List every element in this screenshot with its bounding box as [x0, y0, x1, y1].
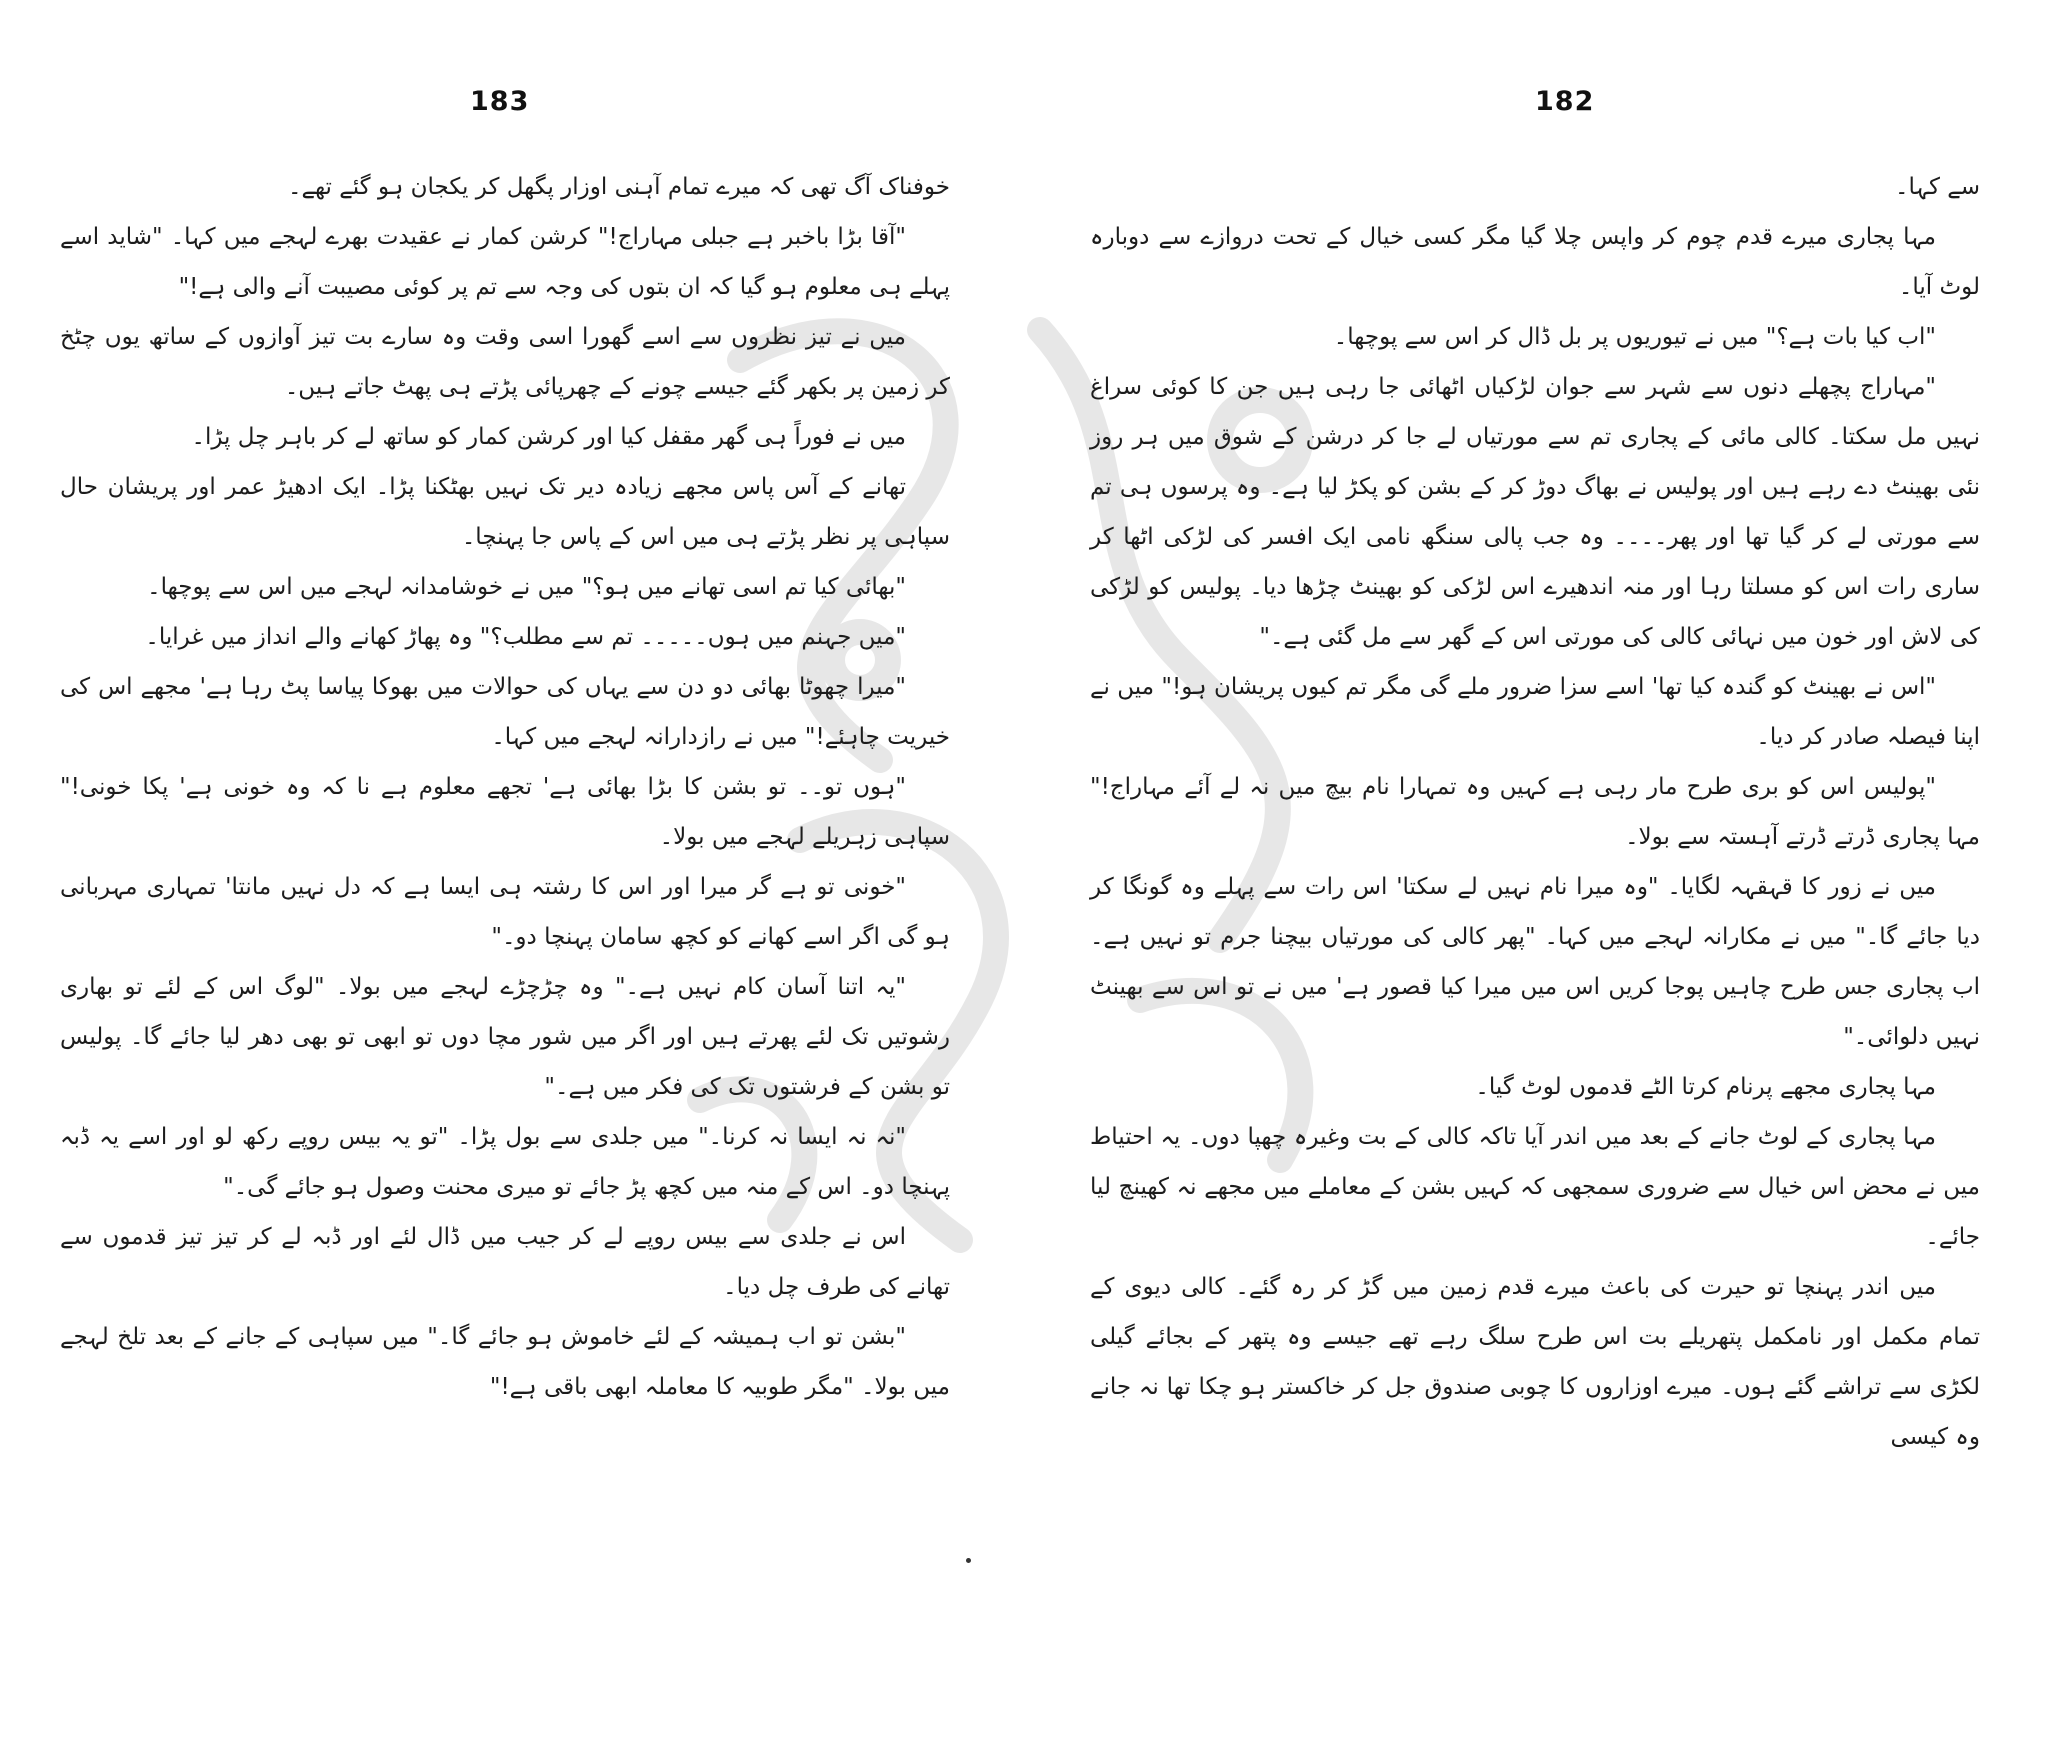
paragraph: "پولیس اس کو بری طرح مار رہی ہے کہیں وہ تمہارا نام بیچ میں نہ لے آئے مہاراج!" مہا پجاری ڈرتے ڈرتے آہستہ سے بولا۔: [1090, 774, 1980, 850]
page-number-right: 182: [1535, 86, 1595, 117]
paragraph: مہا پجاری مجھے پرنام کرتا الٹے قدموں لوٹ گیا۔: [1475, 1074, 1936, 1100]
paragraph: "یہ اتنا آسان کام نہیں ہے۔" وہ چڑچڑے لہجے میں بولا۔ "لوگ اس کے لئے تو بھاری رشوتیں تک لئے پھرتے ہیں اور اگر میں شور مچا دوں تو ابھی تو بھی دھر لیا جائے گا۔ پولیس تو بشن کے فرشتوں تک کی فکر میں ہے۔": [60, 974, 950, 1100]
paragraph: "اب کیا بات ہے؟" میں نے تیوریوں پر بل ڈال کر اس سے پوچھا۔: [1333, 324, 1936, 350]
paragraph: خوفناک آگ تھی کہ میرے تمام آہنی اوزار پگھل کر یکجان ہو گئے تھے۔: [288, 174, 950, 200]
paragraph: "میرا چھوٹا بھائی دو دن سے یہاں کی حوالات میں بھوکا پیاسا پٹ رہا ہے' مجھے اس کی خیریت چاہئے!" میں نے رازدارانہ لہجے میں کہا۔: [60, 674, 950, 750]
paragraph: "آقا بڑا باخبر ہے جبلی مہاراج!" کرشن کمار نے عقیدت بھرے لہجے میں کہا۔ "شاید اسے پہلے ہی معلوم ہو گیا کہ ان بتوں کی وجہ سے تم پر کوئی مصیبت آنے والی ہے!": [60, 224, 950, 300]
paragraph: میں نے تیز نظروں سے اسے گھورا اسی وقت وہ سارے بت تیز آوازوں کے ساتھ یوں چٹخ کر زمین پر بکھر گئے جیسے چونے کے چھرپائی پڑتے ہی پھٹ جاتے ہیں۔: [60, 324, 950, 400]
page-number-left: 183: [470, 86, 530, 117]
paragraph: تھانے کے آس پاس مجھے زیادہ دیر تک نہیں بھٹکنا پڑا۔ ایک ادھیڑ عمر اور پریشان حال سپاہی پر نظر پڑتے ہی میں اس کے پاس جا پہنچا۔: [60, 474, 950, 550]
right-page-text: [1090, 162, 1980, 1462]
paragraph: میں نے زور کا قہقہہ لگایا۔ "وہ میرا نام نہیں لے سکتا' اس رات سے پہلے وہ گونگا کر دیا جائے گا۔" میں نے مکارانہ لہجے میں کہا۔ "پھر کالی کی مورتیاں بیچنا جرم تو نہیں ہے۔ اب پجاری جس طرح چاہیں پوجا کریں اس میں میرا کیا قصور ہے' میں نے تو اس سے بھینٹ نہیں دلوائی۔": [1090, 874, 1980, 1050]
paragraph: "اس نے بھینٹ کو گندہ کیا تھا' اسے سزا ضرور ملے گی مگر تم کیوں پریشان ہو!" میں نے اپنا فیصلہ صادر کر دیا۔: [1090, 674, 1980, 750]
paragraph: "بھائی کیا تم اسی تھانے میں ہو؟" میں نے خوشامدانہ لہجے میں اس سے پوچھا۔: [147, 574, 906, 600]
paragraph: "خونی تو ہے گر میرا اور اس کا رشتہ ہی ایسا ہے کہ دل نہیں مانتا' تمہاری مہربانی ہو گی اگر اسے کھانے کو کچھ سامان پہنچا دو۔": [60, 874, 950, 950]
gutter-mark: [966, 1558, 971, 1563]
paragraph: سے کہا۔: [1895, 174, 1980, 200]
left-page: [40, 0, 970, 1747]
paragraph: "میں جہنم میں ہوں۔۔۔۔۔ تم سے مطلب؟" وہ پھاڑ کھانے والے انداز میں غرایا۔: [145, 624, 906, 650]
paragraph: میں اندر پہنچا تو حیرت کی باعث میرے قدم زمین میں گڑ کر رہ گئے۔ کالی دیوی کے تمام مکمل اور نامکمل پتھریلے بت اس طرح سلگ رہے تھے جیسے وہ پتھر کے بجائے گیلی لکڑی سے تراشے گئے ہوں۔ میرے اوزاروں کا چوبی صندوق جل کر خاکستر ہو چکا تھا نہ جانے وہ کیسی: [1090, 1274, 1980, 1450]
paragraph: مہا پجاری کے لوٹ جانے کے بعد میں اندر آیا تاکہ کالی کے بت وغیرہ چھپا دوں۔ یہ احتیاط میں نے محض اس خیال سے ضروری سمجھی کہ کہیں بشن کے معاملے میں مجھے نہ کھینچ لیا جائے۔: [1090, 1124, 1980, 1250]
paragraph: "مہاراج پچھلے دنوں سے شہر سے جوان لڑکیاں اٹھائی جا رہی ہیں جن کا کوئی سراغ نہیں مل سکتا۔ کالی مائی کے پجاری تم سے مورتیاں لے جا کر درشن کے شوق میں ہر روز نئی بھینٹ دے رہے ہیں اور پولیس نے بھاگ دوڑ کر کے بشن کو پکڑ لیا ہے۔ وہ پرسوں ہی تم سے مورتی لے کر گیا تھا اور پھر۔۔۔۔ وہ جب پالی سنگھ نامی ایک افسر کی لڑکی اٹھا کر ساری رات اس کو مسلتا رہا اور منہ اندھیرے اس لڑکی کو بھینٹ چڑھا دیا۔ پولیس کو لڑکی کی لاش اور خون میں نہائی کالی کی مورتی اس کے گھر سے مل گئی ہے۔": [1090, 374, 1980, 650]
left-page-text: [60, 162, 950, 1412]
paragraph: اس نے جلدی سے بیس روپے لے کر جیب میں ڈال لئے اور ڈبہ لے کر تیز تیز قدموں سے تھانے کی طرف چل دیا۔: [60, 1224, 950, 1300]
right-page: [1070, 0, 2000, 1747]
paragraph: "بشن تو اب ہمیشہ کے لئے خاموش ہو جائے گا۔" میں سپاہی کے جانے کے بعد تلخ لہجے میں بولا۔ "مگر طوبیہ کا معاملہ ابھی باقی ہے!": [60, 1324, 950, 1400]
paragraph: "ہوں تو۔۔ تو بشن کا بڑا بھائی ہے' تجھے معلوم ہے نا کہ وہ خونی ہے' پکا خونی!" سپاہی زہریلے لہجے میں بولا۔: [60, 774, 950, 850]
paragraph: مہا پجاری میرے قدم چوم کر واپس چلا گیا مگر کسی خیال کے تحت دروازے سے دوبارہ لوٹ آیا۔: [1090, 224, 1980, 300]
paragraph: "نہ نہ ایسا نہ کرنا۔" میں جلدی سے بول پڑا۔ "تو یہ بیس روپے رکھ لو اور اسے یہ ڈبہ پہنچا دو۔ اس کے منہ میں کچھ پڑ جائے تو میری محنت وصول ہو جائے گی۔": [60, 1124, 950, 1200]
paragraph: میں نے فوراً ہی گھر مقفل کیا اور کرشن کمار کو ساتھ لے کر باہر چل پڑا۔: [191, 424, 906, 450]
